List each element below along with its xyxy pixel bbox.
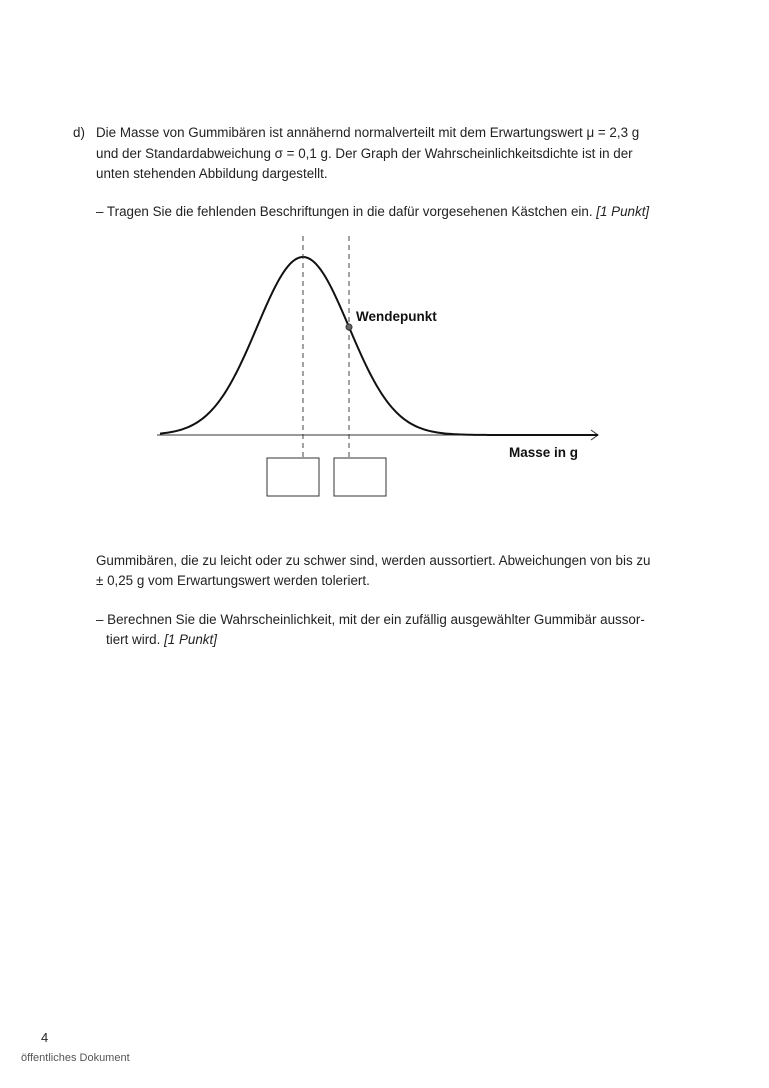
intro-line-3: unten stehenden Abbildung dargestellt. (96, 166, 328, 181)
answer-box-mean (267, 458, 319, 496)
instruction-2-line-2-text: tiert wird. (106, 632, 161, 647)
inflection-point-marker (346, 324, 352, 330)
intro-line-1: Die Masse von Gummibären ist annähernd normalverteilt mit dem Erwartungswert μ = 2,3 g (96, 125, 640, 140)
text-2-line-2: ± 0,25 g vom Erwartungswert werden toleriert. (96, 573, 370, 588)
instruction-1-points: [1 Punkt] (596, 204, 650, 219)
instruction-2-line-1: – Berechnen Sie die Wahrscheinlichkeit, mit der ein zufällig ausgewählter Gummibär aussor- (96, 612, 645, 627)
instruction-1-text: – Tragen Sie die fehlenden Beschriftungen in die dafür vorgesehenen Kästchen ein. (96, 204, 593, 219)
instruction-2-line-2 (106, 631, 217, 649)
answer-box-sigma (334, 458, 386, 496)
text-2-line-1: Gummibären, die zu leicht oder zu schwer sind, werden aussortiert. Abweichungen von bis zu (96, 553, 651, 568)
instruction-2-points: [1 Punkt] (164, 632, 217, 647)
task-label: d) (73, 125, 85, 140)
document-note: öffentliches Dokument (21, 1052, 130, 1064)
density-curve (160, 257, 598, 435)
page-number: 4 (41, 1030, 49, 1045)
intro-line-2: und der Standardabweichung σ = 0,1 g. Der Graph der Wahrscheinlichkeitsdichte ist in der (96, 146, 633, 161)
x-axis-label: Masse in g (509, 445, 579, 460)
inflection-point-label: Wendepunkt (356, 309, 437, 324)
